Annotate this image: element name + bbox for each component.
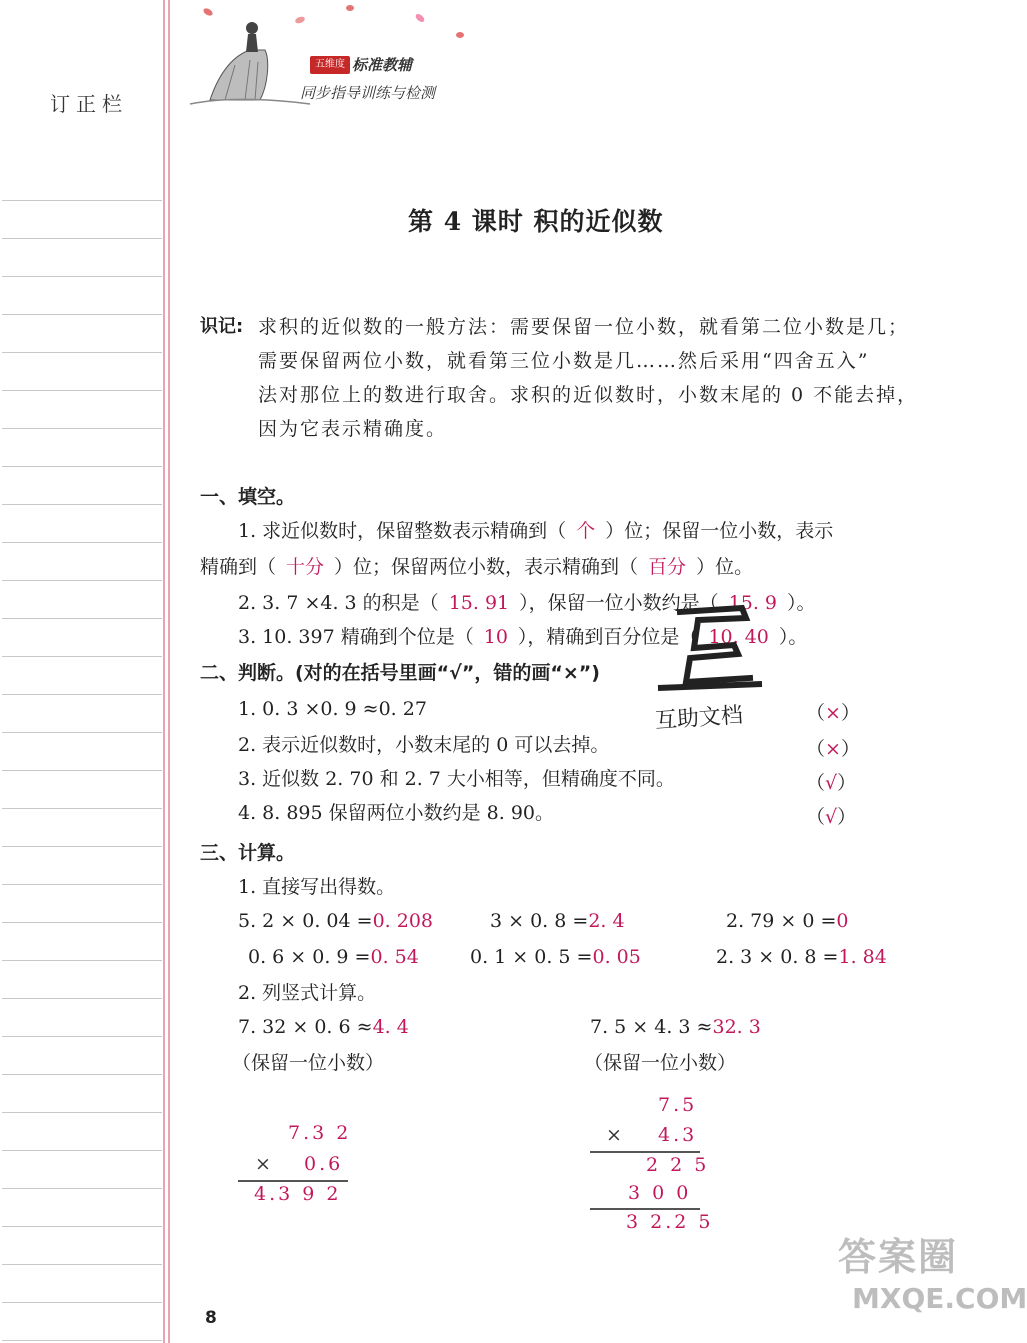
ruled-line	[2, 542, 162, 543]
ruled-line	[2, 390, 162, 391]
calc-item: 5. 2 × 0. 04 =0. 208	[238, 910, 433, 932]
ruled-line	[2, 884, 162, 885]
ruled-line	[2, 276, 162, 277]
ruled-line	[2, 200, 162, 201]
judge-item-4: 4. 8. 895 保留两位小数约是 8. 90。	[238, 802, 555, 824]
ruled-line	[2, 1302, 162, 1303]
ruled-line	[2, 352, 162, 353]
brand-subtitle: 同步指导训练与检测	[300, 84, 436, 102]
brand-badge: 五维度	[310, 56, 350, 74]
corner-watermark-logo: 答案圈	[838, 1235, 959, 1279]
answer: 个	[576, 520, 596, 542]
ruled-line	[2, 1226, 162, 1227]
ruled-line	[2, 1074, 162, 1075]
judge-item-2: 2. 表示近似数时，小数末尾的 0 可以去掉。	[238, 734, 610, 756]
judge-mark-3: （√）	[806, 772, 857, 794]
watermark-text: 互助文档	[654, 702, 744, 735]
lesson-title: 第 4 课时 积的近似数	[408, 207, 664, 236]
multiply-sign: ×	[606, 1124, 622, 1146]
ruled-line	[2, 770, 162, 771]
vertical-calc-1-result: 4.3 9 2	[254, 1183, 342, 1205]
ruled-line	[2, 314, 162, 315]
correction-column	[0, 0, 170, 1343]
ruled-line	[2, 998, 162, 999]
ruled-line	[2, 1340, 162, 1341]
judge-mark-4: （√）	[806, 806, 857, 828]
ruled-line	[2, 1036, 162, 1037]
note-line: 法对那位上的数进行取舍。求积的近似数时，小数末尾的 0 不能去掉，	[258, 384, 919, 406]
ruled-line	[2, 1112, 162, 1113]
question-1-1-cont: 精确到（ 十分 ）位；保留两位小数，表示精确到（ 百分 ）位。	[200, 556, 754, 578]
margin-line	[168, 0, 170, 1343]
page-number: 8	[205, 1308, 217, 1328]
ruled-line	[2, 1264, 162, 1265]
answer: 15. 91	[448, 592, 510, 614]
question-1-2: 2. 3. 7 ×4. 3 的积是（ 15. 91 ），保留一位小数约是（ 15. 9 ）。	[238, 592, 816, 614]
calc-item: 2. 79 × 0 =0	[726, 910, 849, 932]
vertical-question-2-note: （保留一位小数）	[584, 1052, 737, 1074]
ruled-line	[2, 656, 162, 657]
correction-column-title: 订正栏	[50, 92, 128, 116]
ruled-line	[2, 808, 162, 809]
multiply-sign: ×	[255, 1153, 271, 1175]
answer: 10. 40	[708, 626, 769, 648]
note-line: 因为它表示精确度。	[258, 418, 448, 440]
note-line: 需要保留两位小数，就看第三位小数是几……然后采用“四舍五入”	[258, 350, 870, 372]
ruled-line	[2, 1150, 162, 1151]
calc-rule	[590, 1151, 700, 1153]
question-1-1: 1. 求近似数时，保留整数表示精确到（ 个 ）位；保留一位小数，表示	[238, 520, 834, 542]
vertical-calc-2-result: 3 2.2 5	[626, 1211, 714, 1233]
ruled-line	[2, 732, 162, 733]
vertical-question-1-note: （保留一位小数）	[232, 1052, 385, 1074]
vertical-calc-2-partial-2: 3 0 0	[628, 1182, 692, 1204]
vertical-question-2: 7. 5 × 4. 3 ≈32. 3	[590, 1016, 761, 1038]
vertical-calc-2-top: 7.5	[658, 1094, 698, 1116]
vertical-question-1: 7. 32 × 0. 6 ≈4. 4	[238, 1016, 409, 1038]
ruled-line	[2, 1188, 162, 1189]
ruled-line	[2, 618, 162, 619]
ruled-line	[2, 580, 162, 581]
ruled-line	[2, 694, 162, 695]
calc-item: 3 × 0. 8 =2. 4	[490, 910, 625, 932]
vertical-calc-1-bottom: 0.6	[304, 1153, 344, 1175]
judge-item-1: 1. 0. 3 ×0. 9 ≈0. 27	[238, 698, 427, 720]
ruled-line	[2, 466, 162, 467]
calc-item: 0. 6 × 0. 9 =0. 54	[248, 946, 419, 968]
section-1-title: 一、填空。	[200, 486, 296, 508]
corner-watermark-url: MXQE.COM	[852, 1282, 1027, 1315]
margin-line	[163, 0, 165, 1343]
ruled-line	[2, 846, 162, 847]
answer: 15. 9	[728, 592, 777, 614]
note-line: 求积的近似数的一般方法：需要保留一位小数，就看第二位小数是几；	[258, 316, 910, 338]
calc-rule	[238, 1180, 348, 1182]
sub-question-1: 1. 直接写出得数。	[238, 876, 396, 898]
calc-item: 2. 3 × 0. 8 =1. 84	[716, 946, 887, 968]
answer: 十分	[286, 556, 325, 578]
question-1-3: 3. 10. 397 精确到个位是（ 10 ），精确到百分位是（ 10. 40 ）。	[238, 626, 808, 648]
judge-mark-1: （×）	[806, 702, 860, 724]
vertical-calc-2-partial-1: 2 2 5	[646, 1154, 710, 1176]
ruled-line	[2, 504, 162, 505]
ruled-line	[2, 238, 162, 239]
judge-mark-2: （×）	[806, 738, 860, 760]
section-2-title: 二、判断。(对的在括号里画“√”，错的画“×”)	[200, 662, 600, 684]
sub-question-2: 2. 列竖式计算。	[238, 982, 377, 1004]
vertical-calc-2-bottom: 4.3	[658, 1124, 698, 1146]
ruled-line	[2, 960, 162, 961]
note-label: 识记:	[200, 316, 244, 337]
ruled-line	[2, 922, 162, 923]
answer: 10	[483, 626, 508, 648]
vertical-calc-1-top: 7.3 2	[288, 1122, 352, 1144]
section-3-title: 三、计算。	[200, 842, 296, 864]
watermark-logo	[650, 600, 770, 710]
brand-name: 标准教辅	[352, 56, 413, 74]
answer: 百分	[648, 556, 687, 578]
calc-item: 0. 1 × 0. 5 =0. 05	[470, 946, 641, 968]
calc-rule	[590, 1208, 700, 1210]
judge-item-3: 3. 近似数 2. 70 和 2. 7 大小相等，但精确度不同。	[238, 768, 675, 790]
ruled-line	[2, 428, 162, 429]
